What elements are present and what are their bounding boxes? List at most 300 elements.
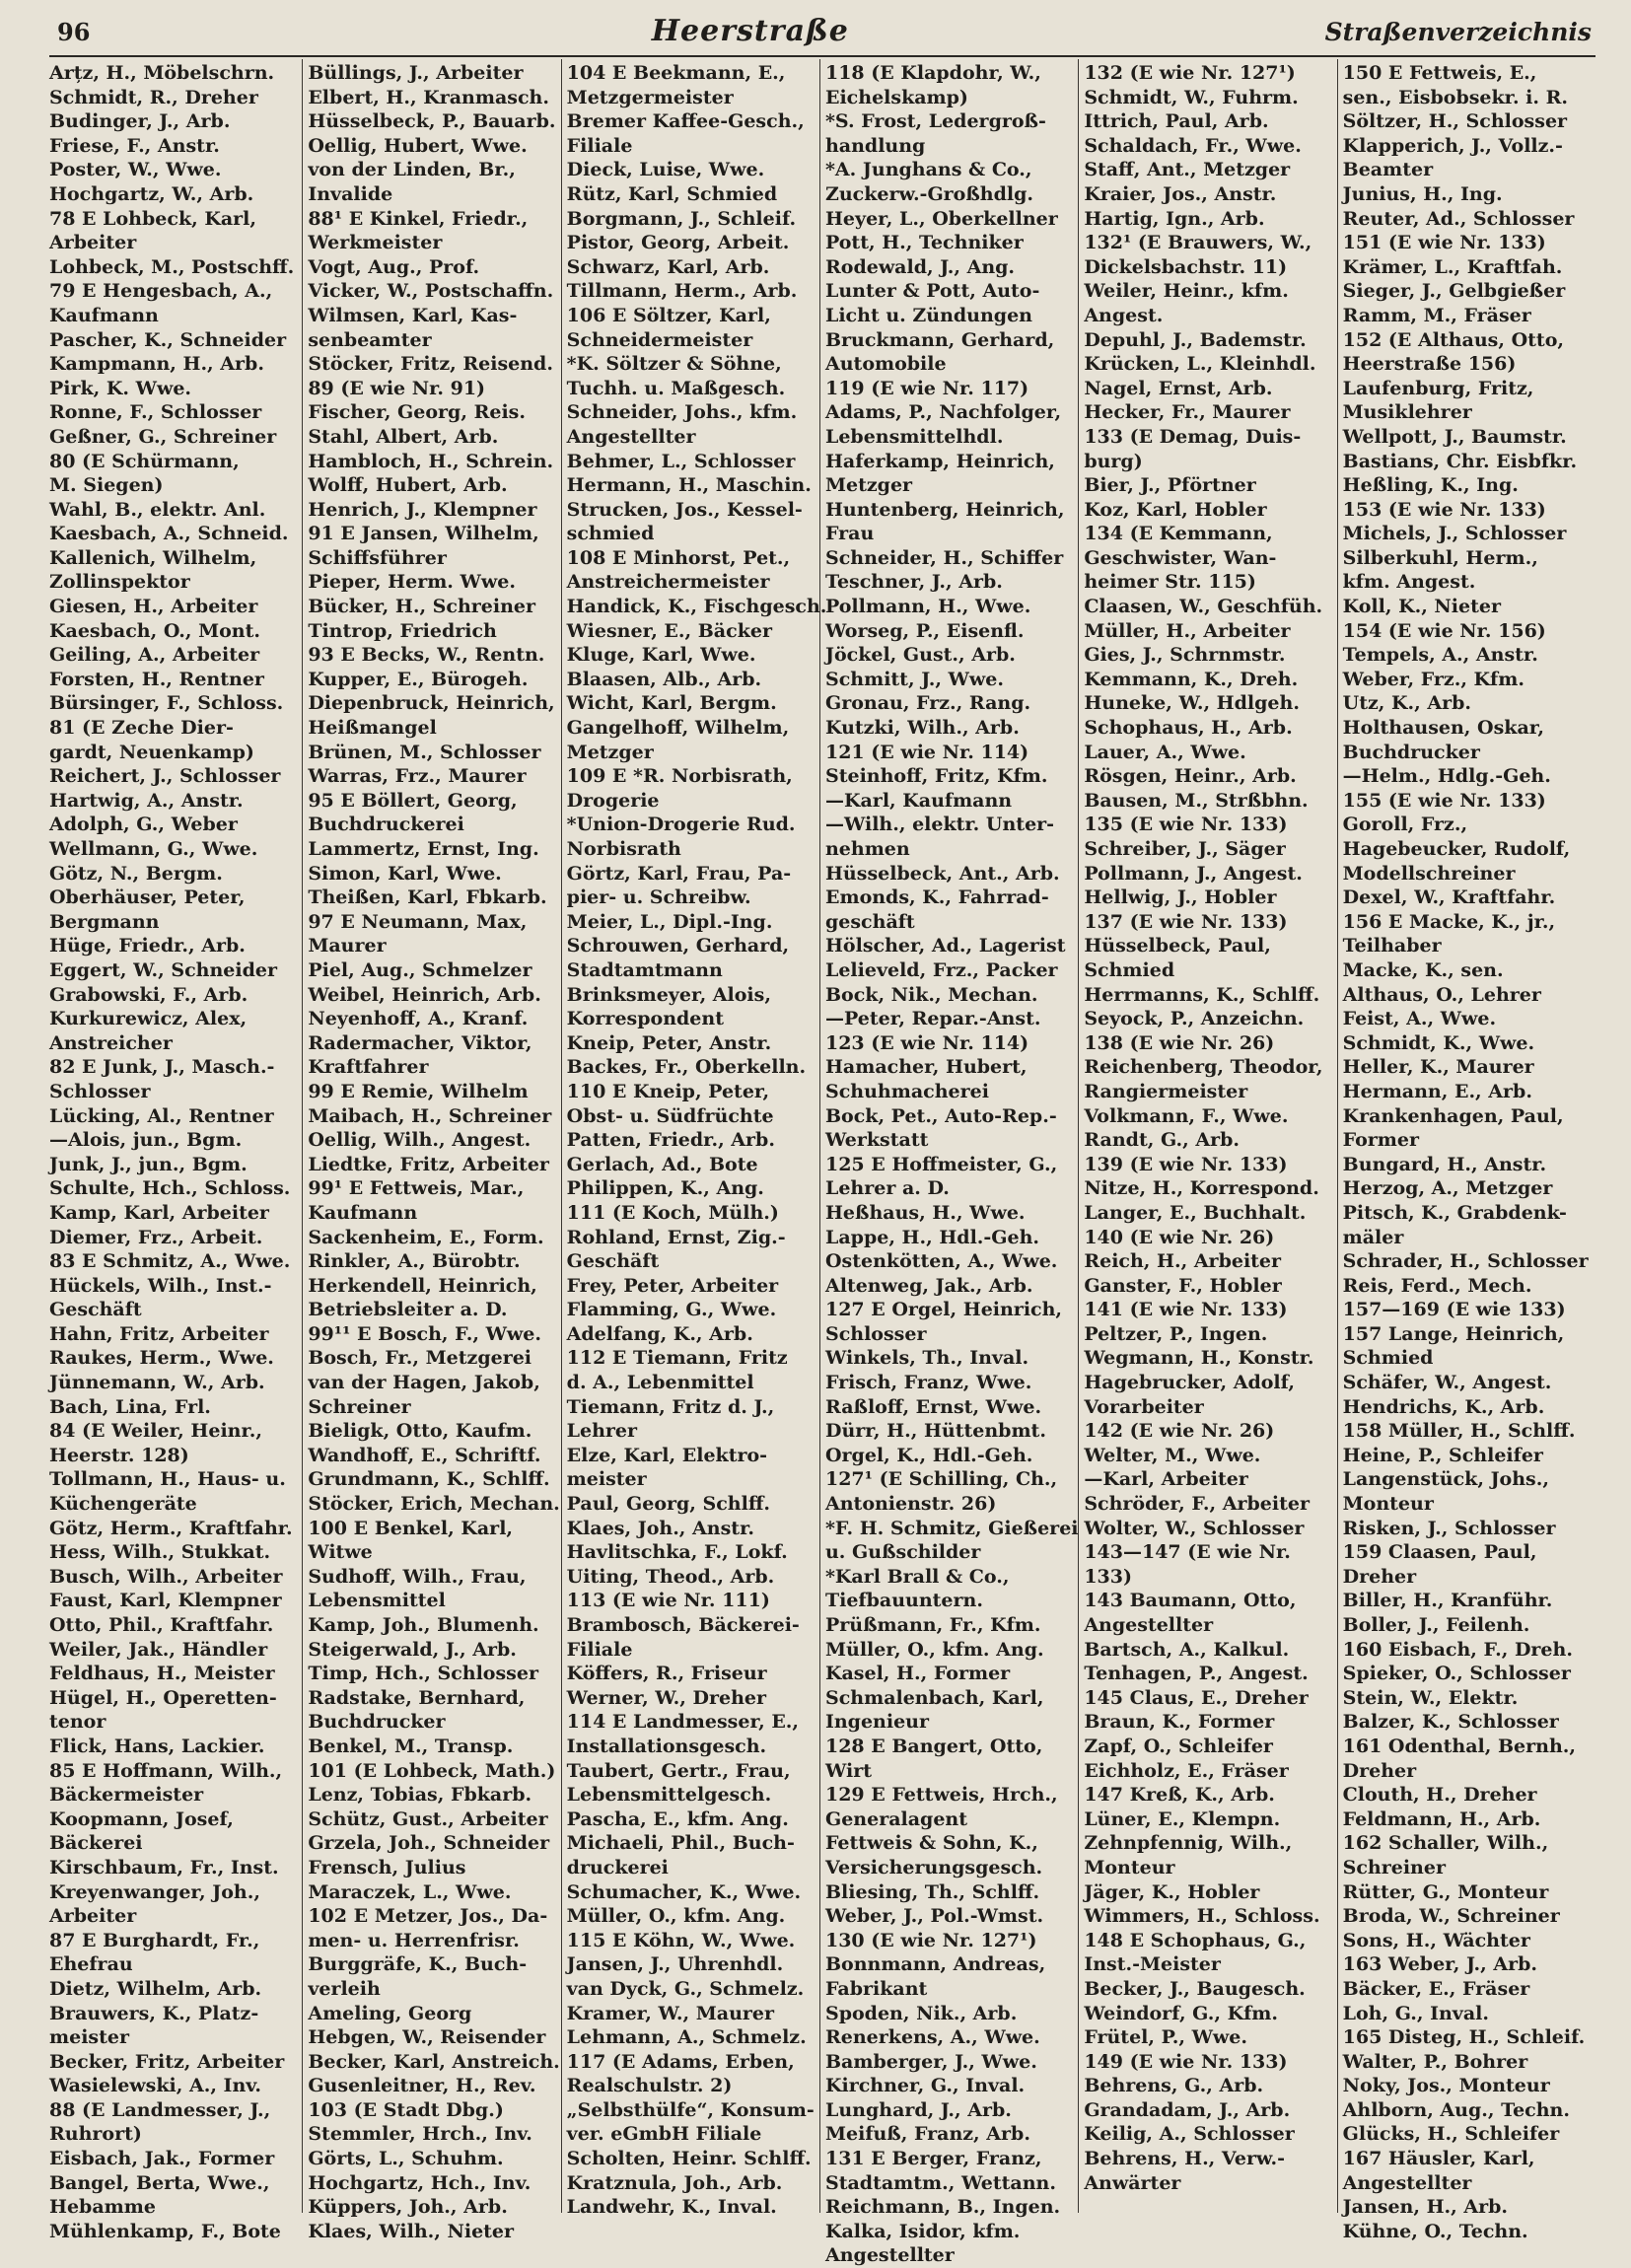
directory-entry: Korrespondent bbox=[566, 1008, 724, 1030]
directory-entry: Werner, W., Dreher bbox=[566, 1686, 767, 1709]
directory-entry: Rösgen, Heinr., Arb. bbox=[1084, 765, 1297, 788]
directory-entry: Heßling, K., Ing. bbox=[1342, 474, 1519, 497]
directory-entry: Herkendell, Heinrich, bbox=[308, 1274, 537, 1297]
directory-entry: Heine, P., Schleifer bbox=[1342, 1444, 1543, 1466]
directory-entry: Bock, Pet., Auto-Rep.- bbox=[824, 1104, 1057, 1127]
directory-entry: Schneider, Johs., kfm. bbox=[566, 401, 798, 424]
directory-entry: Antonienstr. 26) bbox=[824, 1493, 997, 1516]
directory-entry: Hahn, Fritz, Arbeiter bbox=[49, 1322, 269, 1345]
directory-entry: Schreiner bbox=[1342, 1856, 1446, 1878]
directory-entry: Pascher, K., Schneider bbox=[49, 328, 287, 351]
directory-entry: Ostenkötten, A., Wwe. bbox=[824, 1250, 1058, 1273]
directory-entry: Stadtamtmann bbox=[566, 958, 723, 981]
directory-entry: *K. Söltzer & Söhne, bbox=[566, 353, 782, 376]
directory-entry: Becker, Fritz, Arbeiter bbox=[49, 2050, 285, 2073]
directory-entry: Gerlach, Ad., Bote bbox=[566, 1153, 758, 1175]
section-title: Straßenverzeichnis bbox=[1324, 18, 1592, 46]
directory-entry: Wellmann, G., Wwe. bbox=[49, 838, 258, 860]
directory-entry: 93 E Becks, W., Rentn. bbox=[308, 644, 545, 667]
directory-entry: Adelfang, K., Arb. bbox=[566, 1322, 753, 1345]
directory-entry: 157—169 (E wie 133) bbox=[1342, 1299, 1566, 1321]
directory-entry: Lebensmittelhdl. bbox=[824, 425, 1004, 448]
directory-entry: Arbeiter bbox=[49, 232, 137, 254]
directory-entry: 132¹ (E Brauwers, W., bbox=[1084, 232, 1312, 254]
directory-entry: 149 (E wie Nr. 133) bbox=[1084, 2050, 1288, 2073]
directory-entry: Bausen, M., Strßbhn. bbox=[1084, 789, 1309, 812]
directory-entry: Hüsselbeck, P., Bauarb. bbox=[308, 110, 556, 133]
directory-entry: Patten, Friedr., Arb. bbox=[566, 1129, 775, 1152]
directory-entry: Kreyenwanger, Joh., bbox=[49, 1880, 260, 1903]
directory-entry: 137 (E wie Nr. 133) bbox=[1084, 910, 1288, 933]
directory-entry: Holthausen, Oskar, bbox=[1342, 717, 1544, 740]
directory-entry: Wahl, B., elektr. Anl. bbox=[49, 498, 266, 521]
directory-entry: *F. H. Schmitz, Gießerei bbox=[824, 1517, 1079, 1539]
directory-entry: Sudhoff, Wilh., Frau, bbox=[308, 1565, 527, 1588]
directory-entry: 85 E Hoffmann, Wilh., bbox=[49, 1759, 283, 1782]
directory-entry: Adolph, G., Weber bbox=[49, 814, 238, 836]
directory-entry: Grzela, Joh., Schneider bbox=[308, 1832, 550, 1855]
directory-entry: Glücks, H., Schleifer bbox=[1342, 2123, 1560, 2146]
directory-entry: Rohland, Ernst, Zig.- bbox=[566, 1226, 786, 1248]
directory-entry: Gangelhoff, Wilhelm, bbox=[566, 717, 790, 740]
directory-entry: Simon, Karl, Wwe. bbox=[308, 862, 502, 885]
directory-entry: Kraftfahrer bbox=[308, 1056, 429, 1079]
directory-entry: 132 (E wie Nr. 127¹) bbox=[1084, 62, 1296, 84]
directory-entry: Tollmann, H., Haus- u. bbox=[49, 1468, 286, 1491]
directory-entry: Haferkamp, Heinrich, bbox=[824, 450, 1055, 472]
directory-entry: Schmitt, J., Wwe. bbox=[824, 668, 1004, 690]
directory-entry: Weibel, Heinrich, Arb. bbox=[308, 983, 541, 1006]
directory-entry: Bosch, Fr., Metzgerei bbox=[308, 1347, 532, 1370]
directory-entry: Kaesbach, A., Schneid. bbox=[49, 523, 289, 545]
directory-entry: Michels, J., Schlosser bbox=[1342, 523, 1567, 545]
directory-entry: Maibach, H., Schreiner bbox=[308, 1104, 552, 1127]
directory-entry: Renerkens, A., Wwe. bbox=[824, 2026, 1040, 2049]
directory-entry: 134 (E Kemmann, bbox=[1084, 523, 1273, 545]
directory-entry: Pollmann, H., Wwe. bbox=[824, 596, 1031, 618]
directory-entry: 128 E Bangert, Otto, bbox=[824, 1735, 1043, 1757]
directory-entry: Geßner, G., Schreiner bbox=[49, 425, 277, 448]
directory-entry: Filiale bbox=[566, 1638, 633, 1661]
directory-entry: Schreiner bbox=[308, 1395, 411, 1418]
directory-entry: Metzger bbox=[566, 741, 654, 763]
directory-entry: Kneip, Peter, Anstr. bbox=[566, 1031, 772, 1054]
directory-entry: Flamming, G., Wwe. bbox=[566, 1299, 777, 1321]
directory-entry: Tempels, A., Anstr. bbox=[1342, 644, 1538, 667]
directory-entry: Handick, K., Fischgesch. bbox=[566, 596, 827, 618]
directory-entry: Reichmann, B., Ingen. bbox=[824, 2196, 1061, 2219]
directory-entry: Geiling, A., Arbeiter bbox=[49, 644, 260, 667]
directory-entry: Eichelskamp) bbox=[824, 86, 968, 108]
directory-entry: Hückels, Wilh., Inst.- bbox=[49, 1274, 272, 1297]
directory-entry: Bürsinger, F., Schloss. bbox=[49, 692, 284, 715]
directory-entry: Installationsgesch. bbox=[566, 1735, 767, 1757]
directory-entry: Angestellter bbox=[1342, 2171, 1472, 2194]
directory-entry: Anstreicher bbox=[49, 1031, 173, 1054]
directory-entry: Wimmers, H., Schloss. bbox=[1084, 1905, 1320, 1928]
directory-entry: Bangel, Berta, Wwe., bbox=[49, 2171, 270, 2194]
directory-entry: Schumacher, K., Wwe. bbox=[566, 1880, 802, 1903]
directory-entry: 167 Häusler, Karl, bbox=[1342, 2148, 1535, 2170]
directory-entry: Budinger, J., Arb. bbox=[49, 110, 231, 133]
directory-entry: van Dyck, G., Schmelz. bbox=[566, 1977, 805, 2000]
directory-entry: Rodewald, J., Ang. bbox=[824, 255, 1016, 278]
directory-entry: Klapperich, J., Vollz.- bbox=[1342, 134, 1563, 157]
directory-entry: Paul, Georg, Schlff. bbox=[566, 1493, 771, 1516]
directory-entry: Faust, Karl, Klempner bbox=[49, 1590, 282, 1612]
directory-entry: Obst- u. Südfrüchte bbox=[566, 1104, 774, 1127]
directory-entry: Lammertz, Ernst, Ing. bbox=[308, 838, 539, 860]
directory-entry: 88¹ E Kinkel, Friedr., bbox=[308, 207, 529, 230]
directory-entry: Schwarz, Karl, Arb. bbox=[566, 255, 770, 278]
directory-entry: verleih bbox=[308, 1977, 381, 2000]
directory-entry: Depuhl, J., Bademstr. bbox=[1084, 328, 1307, 351]
directory-entry: Gronau, Frz., Rang. bbox=[824, 692, 1031, 715]
directory-entry: Lunter & Pott, Auto- bbox=[824, 280, 1040, 303]
directory-entry: Randt, G., Arb. bbox=[1084, 1129, 1240, 1152]
directory-entry: —Karl, Arbeiter bbox=[1084, 1468, 1248, 1491]
directory-entry: Ameling, Georg bbox=[308, 2002, 472, 2024]
directory-entry: Vogt, Aug., Prof. bbox=[308, 255, 480, 278]
directory-entry: 147 Kreß, K., Arb. bbox=[1084, 1784, 1275, 1807]
directory-entry: Schulte, Hch., Schloss. bbox=[49, 1177, 291, 1200]
directory-entry: Koll, K., Nieter bbox=[1342, 596, 1501, 618]
directory-entry: Becker, Karl, Anstreich. bbox=[308, 2050, 560, 2073]
directory-entry: Blaasen, Alb., Arb. bbox=[566, 668, 762, 690]
directory-entry: *Union-Drogerie Rud. bbox=[566, 814, 796, 836]
directory-entry: 111 (E Koch, Mülh.) bbox=[566, 1201, 779, 1224]
directory-entry: Klaes, Wilh., Nieter bbox=[308, 2220, 515, 2242]
directory-entry: Drogerie bbox=[566, 789, 660, 812]
directory-entry: Hüge, Friedr., Arb. bbox=[49, 935, 246, 957]
directory-entry: Broda, W., Schreiner bbox=[1342, 1905, 1560, 1928]
directory-entry: Laufenburg, Fritz, bbox=[1342, 377, 1534, 399]
directory-entry: Heyer, L., Oberkellner bbox=[824, 207, 1058, 230]
directory-entry: 152 (E Althaus, Otto, bbox=[1342, 328, 1564, 351]
directory-entry: Emonds, K., Fahrrad- bbox=[824, 886, 1049, 909]
directory-entry: Wellpott, J., Baumstr. bbox=[1342, 425, 1567, 448]
directory-entry: men- u. Herrenfrisr. bbox=[308, 1929, 520, 1951]
directory-entry: Radstake, Bernhard, bbox=[308, 1686, 526, 1709]
directory-entry: geschäft bbox=[824, 910, 915, 933]
directory-entry: Dreher bbox=[1342, 1759, 1417, 1782]
directory-entry: Benkel, M., Transp. bbox=[308, 1735, 514, 1757]
directory-entry: Henrich, J., Klempner bbox=[308, 498, 537, 521]
directory-entry: Görtz, Karl, Frau, Pa- bbox=[566, 862, 792, 885]
directory-entry: Silberkuhl, Herm., bbox=[1342, 546, 1538, 569]
directory-entry: Müller, H., Arbeiter bbox=[1084, 619, 1291, 642]
directory-entry: 99 E Remie, Wilhelm bbox=[308, 1080, 529, 1102]
directory-entry: Borgmann, J., Schleif. bbox=[566, 207, 797, 230]
directory-entry: 108 E Minhorst, Pet., bbox=[566, 546, 791, 569]
directory-entry: Feldmann, H., Arb. bbox=[1342, 1807, 1541, 1830]
directory-entry: Rinkler, A., Bürobtr. bbox=[308, 1250, 521, 1273]
directory-entry: Stahl, Albert, Arb. bbox=[308, 425, 499, 448]
directory-entry: Goroll, Frz., bbox=[1342, 814, 1468, 836]
directory-entry: Warras, Frz., Maurer bbox=[308, 765, 527, 788]
directory-entry: Küchengeräte bbox=[49, 1493, 197, 1516]
directory-entry: Hess, Wilh., Stukkat. bbox=[49, 1541, 271, 1564]
directory-entry: Stöcker, Erich, Mechan. bbox=[308, 1493, 560, 1516]
directory-entry: Inst.-Meister bbox=[1084, 1953, 1221, 1976]
directory-entry: Buchdrucker bbox=[308, 1711, 446, 1734]
directory-entry: Havlitschka, F., Lokf. bbox=[566, 1541, 788, 1564]
directory-entry: Hendrichs, K., Arb. bbox=[1342, 1395, 1545, 1418]
directory-entry: Grandadam, J., Arb. bbox=[1084, 2098, 1291, 2121]
directory-entry: 82 E Junk, J., Masch.- bbox=[49, 1056, 275, 1079]
directory-entry: druckerei bbox=[566, 1856, 669, 1878]
directory-entry: Heerstraße 156) bbox=[1342, 353, 1517, 376]
directory-entry: Kratznula, Joh., Arb. bbox=[566, 2171, 783, 2194]
directory-entry: Piel, Aug., Schmelzer bbox=[308, 958, 532, 981]
directory-entry: 133 (E Demag, Duis- bbox=[1084, 425, 1302, 448]
directory-entry: Wiesner, E., Bäcker bbox=[566, 619, 772, 642]
directory-entry: Kamp, Karl, Arbeiter bbox=[49, 1201, 269, 1224]
directory-entry: Eisbach, Jak., Former bbox=[49, 2148, 275, 2170]
directory-column-2 bbox=[302, 59, 560, 2242]
directory-entry: Angestellter bbox=[1084, 1614, 1214, 1636]
directory-entry: Hebamme bbox=[49, 2196, 156, 2219]
directory-entry: pier- u. Schreibw. bbox=[566, 886, 751, 909]
directory-entry: Kamp, Joh., Blumenh. bbox=[308, 1614, 539, 1636]
directory-entry: Schmalenbach, Karl, bbox=[824, 1686, 1044, 1709]
directory-entry: 161 Odenthal, Bernh., bbox=[1342, 1735, 1577, 1757]
directory-entry: Strucken, Jos., Kessel- bbox=[566, 498, 803, 521]
directory-entry: Tuchh. u. Maßgesch. bbox=[566, 377, 786, 399]
directory-entry: 78 E Lohbeck, Karl, bbox=[49, 207, 257, 230]
directory-entry: Risken, J., Schlosser bbox=[1342, 1517, 1556, 1539]
directory-entry: Brambosch, Bäckerei- bbox=[566, 1614, 800, 1636]
directory-entry: Huntenberg, Heinrich, bbox=[824, 498, 1065, 521]
directory-entry: Geschäft bbox=[566, 1250, 660, 1273]
directory-entry: Müller, O., kfm. Ang. bbox=[824, 1638, 1044, 1661]
directory-entry: 143 Baumann, Otto, bbox=[1084, 1590, 1297, 1612]
directory-entry: Schäfer, W., Angest. bbox=[1342, 1372, 1552, 1394]
directory-entry: Busch, Wilh., Arbeiter bbox=[49, 1565, 283, 1588]
directory-entry: Kurkurewicz, Alex, bbox=[49, 1008, 248, 1030]
directory-entry: Frau bbox=[824, 523, 875, 545]
directory-entry: Metzgermeister bbox=[566, 86, 734, 108]
directory-entry: *A. Junghans & Co., bbox=[824, 159, 1032, 181]
directory-entry: Hagebrucker, Adolf, bbox=[1084, 1372, 1296, 1394]
directory-entry: 95 E Böllert, Georg, bbox=[308, 789, 518, 812]
directory-entry: Betriebsleiter a. D. bbox=[308, 1299, 508, 1321]
directory-entry: Steigerwald, J., Arb. bbox=[308, 1638, 517, 1661]
directory-entry: 159 Claasen, Paul, bbox=[1342, 1541, 1537, 1564]
directory-entry: Utz, K., Arb. bbox=[1342, 692, 1472, 715]
directory-entry: Schmied bbox=[1084, 958, 1175, 981]
directory-entry: Norbisrath bbox=[566, 838, 681, 860]
directory-entry: Eggert, W., Schneider bbox=[49, 958, 277, 981]
directory-entry: Dexel, W., Kraftfahr. bbox=[1342, 886, 1556, 909]
directory-entry: 125 E Hoffmeister, G., bbox=[824, 1153, 1058, 1175]
directory-entry: Kramer, W., Maurer bbox=[566, 2002, 775, 2024]
directory-entry: Theißen, Karl, Fbkarb. bbox=[308, 886, 547, 909]
directory-entry: Monteur bbox=[1084, 1856, 1175, 1878]
directory-entry: Zehnpfennig, Wilh., bbox=[1084, 1832, 1293, 1855]
directory-entry: —Karl, Kaufmann bbox=[824, 789, 1013, 812]
directory-entry: Hermann, E., Arb. bbox=[1342, 1080, 1532, 1102]
directory-entry: Junk, J., jun., Bgm. bbox=[49, 1153, 248, 1175]
directory-entry: Invalide bbox=[308, 182, 393, 205]
directory-entry: Pascha, E., kfm. Ang. bbox=[566, 1807, 789, 1830]
directory-entry: Hambloch, H., Schrein. bbox=[308, 450, 554, 472]
directory-entry: Lehrer bbox=[566, 1420, 638, 1443]
directory-entry: nehmen bbox=[824, 838, 910, 860]
directory-entry: Wasielewski, A., Inv. bbox=[49, 2075, 262, 2097]
directory-entry: Küppers, Joh., Arb. bbox=[308, 2196, 508, 2219]
directory-entry: 148 E Schophaus, G., bbox=[1084, 1929, 1307, 1951]
directory-entry: 131 E Berger, Franz, bbox=[824, 2148, 1042, 2170]
directory-columns bbox=[49, 59, 1596, 2267]
directory-entry: kfm. Angest. bbox=[1342, 571, 1476, 594]
directory-entry: Taubert, Gertr., Frau, bbox=[566, 1759, 791, 1782]
directory-entry: Zollinspektor bbox=[49, 571, 190, 594]
directory-entry: Fischer, Georg, Reis. bbox=[308, 401, 526, 424]
directory-entry: —Wilh., elektr. Unter- bbox=[824, 814, 1055, 836]
directory-entry: Schaldach, Fr., Wwe. bbox=[1084, 134, 1302, 157]
directory-entry: handlung bbox=[824, 134, 926, 157]
directory-entry: Grabowski, F., Arb. bbox=[49, 983, 248, 1006]
directory-entry: Bruckmann, Gerhard, bbox=[824, 328, 1055, 351]
directory-entry: Spieker, O., Schlosser bbox=[1342, 1663, 1571, 1685]
directory-entry: Arbeiter bbox=[49, 1905, 137, 1928]
directory-entry: Schmidt, W., Fuhrm. bbox=[1084, 86, 1299, 108]
directory-entry: Oellig, Wilh., Angest. bbox=[308, 1129, 532, 1152]
directory-entry: Landwehr, K., Inval. bbox=[566, 2196, 777, 2219]
directory-entry: 117 (E Adams, Erben, bbox=[566, 2050, 795, 2073]
directory-entry: Dietz, Wilhelm, Arb. bbox=[49, 1977, 262, 2000]
directory-entry: Stöcker, Fritz, Reisend. bbox=[308, 353, 553, 376]
directory-entry: Behrens, H., Verw.- bbox=[1084, 2148, 1285, 2170]
directory-entry: Gies, J., Schrnmstr. bbox=[1084, 644, 1286, 667]
directory-entry: Adams, P., Nachfolger, bbox=[824, 401, 1062, 424]
directory-entry: Philippen, K., Ang. bbox=[566, 1177, 764, 1200]
directory-entry: Schlosser bbox=[49, 1080, 151, 1102]
directory-entry: Tintrop, Friedrich bbox=[308, 619, 497, 642]
directory-entry: Schuhmacherei bbox=[824, 1080, 989, 1102]
directory-entry: Uiting, Theod., Arb. bbox=[566, 1565, 775, 1588]
directory-entry: Kutzki, Wilh., Arb. bbox=[824, 717, 1020, 740]
directory-entry: Modellschreiner bbox=[1342, 862, 1516, 885]
directory-entry: Clouth, H., Dreher bbox=[1342, 1784, 1537, 1807]
directory-entry: Dreher bbox=[1342, 1565, 1417, 1588]
directory-entry: 130 (E wie Nr. 127¹) bbox=[824, 1929, 1037, 1951]
directory-entry: Winkels, Th., Inval. bbox=[824, 1347, 1029, 1370]
directory-entry: Arțz, H., Möbelschrn. bbox=[49, 62, 275, 84]
directory-column-1 bbox=[49, 59, 302, 2242]
directory-entry: Brauwers, K., Platz- bbox=[49, 2002, 259, 2024]
directory-entry: *S. Frost, Ledergroß- bbox=[824, 110, 1046, 133]
directory-entry: Boller, J., Feilenh. bbox=[1342, 1614, 1530, 1636]
directory-entry: Bungard, H., Anstr. bbox=[1342, 1153, 1547, 1175]
directory-entry: Schmidt, K., Wwe. bbox=[1342, 1031, 1535, 1054]
directory-entry: Brinksmeyer, Alois, bbox=[566, 983, 771, 1006]
directory-entry: Gusenleitner, H., Rev. bbox=[308, 2075, 536, 2097]
directory-column-4 bbox=[819, 59, 1079, 2267]
directory-entry: Stein, W., Elektr. bbox=[1342, 1686, 1519, 1709]
directory-entry: Schütz, Gust., Arbeiter bbox=[308, 1807, 548, 1830]
directory-entry: Becker, J., Baugesch. bbox=[1084, 1977, 1306, 2000]
directory-entry: 102 E Metzer, Jos., Da- bbox=[308, 1905, 548, 1928]
directory-entry: Jansen, H., Arb. bbox=[1342, 2196, 1509, 2219]
directory-entry: Nitze, H., Korrespond. bbox=[1084, 1177, 1319, 1200]
directory-entry: Frütel, P., Wwe. bbox=[1084, 2026, 1247, 2049]
directory-entry: Dieck, Luise, Wwe. bbox=[566, 159, 765, 181]
directory-entry: Bamberger, J., Wwe. bbox=[824, 2050, 1037, 2073]
directory-entry: „Selbsthülfe“, Konsum- bbox=[566, 2098, 815, 2121]
directory-entry: Giesen, H., Arbeiter bbox=[49, 596, 258, 618]
directory-entry: Herzog, A., Metzger bbox=[1342, 1177, 1553, 1200]
directory-entry: Lebensmittelgesch. bbox=[566, 1784, 772, 1807]
directory-entry: *Karl Brall & Co., bbox=[824, 1565, 1010, 1588]
directory-entry: Kampmann, H., Arb. bbox=[49, 353, 264, 376]
directory-entry: Langenstück, Johs., bbox=[1342, 1468, 1549, 1491]
directory-entry: Filiale bbox=[566, 134, 633, 157]
directory-entry: 157 Lange, Heinrich, bbox=[1342, 1322, 1565, 1345]
directory-entry: Bieligk, Otto, Kaufm. bbox=[308, 1420, 532, 1443]
directory-entry: meister bbox=[49, 2026, 129, 2049]
directory-entry: gardt, Neuenkamp) bbox=[49, 741, 254, 763]
directory-entry: Schrouwen, Gerhard, bbox=[566, 935, 790, 957]
directory-entry: —Peter, Repar.-Anst. bbox=[824, 1008, 1041, 1030]
directory-entry: 162 Schaller, Wilh., bbox=[1342, 1832, 1549, 1855]
directory-entry: Wicht, Karl, Bergm. bbox=[566, 692, 777, 715]
directory-entry: Lohbeck, M., Postschff. bbox=[49, 255, 295, 278]
directory-entry: Schröder, F., Arbeiter bbox=[1084, 1493, 1310, 1516]
directory-entry: Reichert, J., Schlosser bbox=[49, 765, 281, 788]
directory-entry: 156 E Macke, K., jr., bbox=[1342, 910, 1556, 933]
directory-entry: Buchdrucker bbox=[1342, 741, 1480, 763]
directory-entry: Bach, Lina, Frl. bbox=[49, 1395, 211, 1418]
directory-entry: Automobile bbox=[824, 353, 947, 376]
directory-entry: Noky, Jos., Monteur bbox=[1342, 2075, 1550, 2097]
directory-entry: Hügel, H., Operetten- bbox=[49, 1686, 277, 1709]
directory-column-5 bbox=[1078, 59, 1336, 2213]
directory-entry: Prüßmann, Fr., Kfm. bbox=[824, 1614, 1041, 1636]
directory-entry: 127 E Orgel, Heinrich, bbox=[824, 1299, 1063, 1321]
directory-entry: Vorarbeiter bbox=[1084, 1395, 1204, 1418]
directory-entry: Feldhaus, H., Meister bbox=[49, 1663, 275, 1685]
directory-entry: 97 E Neumann, Max, bbox=[308, 910, 528, 933]
directory-entry: Bäcker, E., Fräser bbox=[1342, 1977, 1530, 2000]
directory-entry: Biller, H., Kranführ. bbox=[1342, 1590, 1553, 1612]
directory-entry: Fettweis & Sohn, K., bbox=[824, 1832, 1038, 1855]
directory-entry: Hölscher, Ad., Lagerist bbox=[824, 935, 1066, 957]
directory-entry: meister bbox=[566, 1468, 647, 1491]
directory-entry: Rütter, G., Monteur bbox=[1342, 1880, 1549, 1903]
directory-entry: Worseg, P., Eisenfl. bbox=[824, 619, 1025, 642]
directory-entry: Welter, M., Wwe. bbox=[1084, 1444, 1261, 1466]
directory-entry: Lunghard, J., Arb. bbox=[824, 2098, 1012, 2121]
directory-entry: Hebgen, W., Reisender bbox=[308, 2026, 546, 2049]
directory-entry: Hochgartz, Hch., Inv. bbox=[308, 2171, 532, 2194]
directory-entry: 158 Müller, H., Schlff. bbox=[1342, 1420, 1576, 1443]
directory-entry: Götz, Herm., Kraftfahr. bbox=[49, 1517, 293, 1539]
directory-entry: Bliesing, Th., Schlff. bbox=[824, 1880, 1040, 1903]
directory-entry: Meifuß, Franz, Arb. bbox=[824, 2123, 1030, 2146]
directory-entry: Musiklehrer bbox=[1342, 401, 1472, 424]
directory-entry: Sackenheim, E., Form. bbox=[308, 1226, 544, 1248]
directory-entry: Ronne, F., Schlosser bbox=[49, 401, 262, 424]
directory-entry: Monteur bbox=[1342, 1493, 1434, 1516]
directory-entry: Kupper, E., Bürogeh. bbox=[308, 668, 529, 690]
directory-entry: Heller, K., Maurer bbox=[1342, 1056, 1534, 1079]
directory-entry: tenor bbox=[49, 1711, 106, 1734]
directory-entry: Licht u. Zündungen bbox=[824, 304, 1032, 326]
directory-entry: Köffers, R., Friseur bbox=[566, 1663, 767, 1685]
directory-entry: Lehrer a. D. bbox=[824, 1177, 950, 1200]
